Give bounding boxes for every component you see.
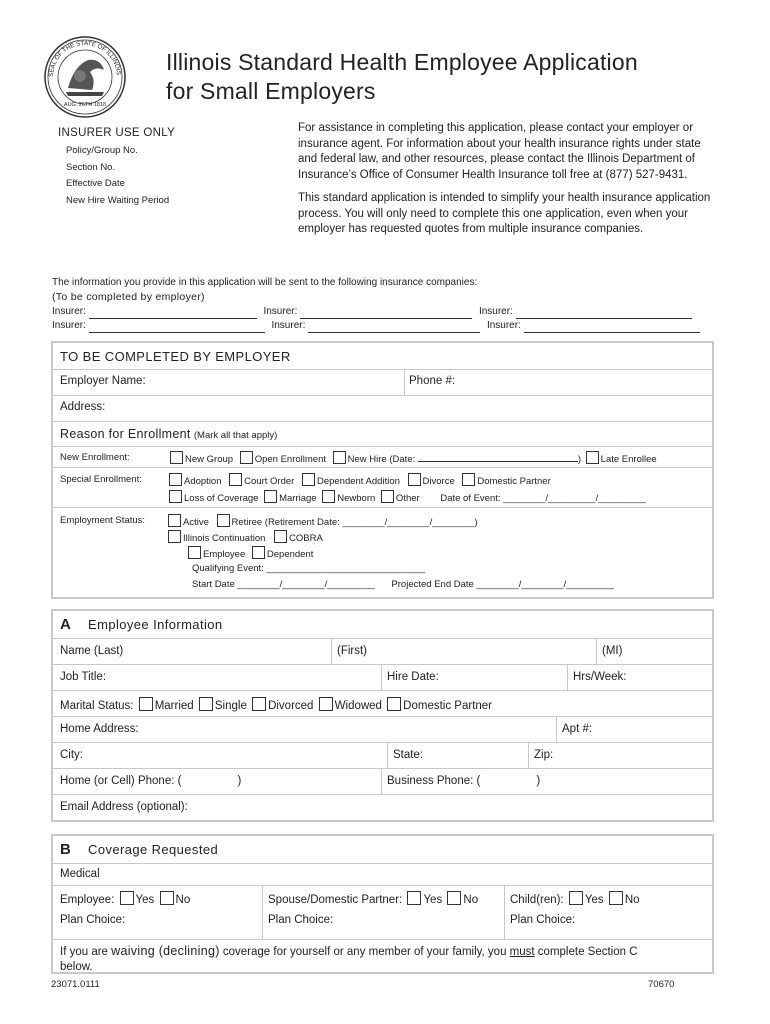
- section-no-label: Section No.: [66, 161, 116, 173]
- domestic-partner-checkbox[interactable]: [462, 473, 475, 486]
- open-enrollment-label: Open Enrollment: [254, 454, 326, 465]
- section-b-coverage-requested: [51, 834, 714, 974]
- employment-status-label: Employment Status:: [60, 515, 146, 526]
- cobra-label: COBRA: [289, 533, 323, 544]
- assistance-paragraph-2: This standard application is intended to simplify your health insurance application process. You will only need to complete this one application, even when your employer has requested quotes from multiple insurance companies.: [298, 192, 711, 235]
- title-line-2: for Small Employers: [166, 78, 376, 104]
- start-date-row: [192, 579, 614, 590]
- employer-phone-label: Phone #:: [409, 375, 456, 387]
- employee-checkbox[interactable]: [188, 546, 201, 559]
- children-coverage-row: [510, 891, 640, 906]
- home-phone-close: ): [237, 775, 242, 787]
- insurer-label: Insurer:: [271, 320, 306, 331]
- info-line-2: (To be completed by employer): [52, 291, 205, 303]
- retiree-checkbox[interactable]: [217, 514, 230, 527]
- divorced-checkbox[interactable]: [252, 697, 266, 711]
- footer-code: 70670: [648, 979, 675, 990]
- loss-of-coverage-label: Loss of Coverage: [184, 493, 259, 504]
- illinois-state-seal-icon: [44, 36, 126, 118]
- section-a-employee-information: [51, 609, 714, 822]
- children-no-checkbox[interactable]: [609, 891, 623, 905]
- name-last-label: Name (Last): [60, 645, 124, 657]
- new-enrollment-options: [168, 451, 657, 465]
- children-coverage-label: Child(ren):: [510, 894, 564, 906]
- late-enrollee-label: Late Enrollee: [600, 454, 657, 465]
- new-hire-close: ): [577, 454, 582, 465]
- title-line-1: Illinois Standard Health Employee Application: [166, 49, 638, 75]
- section-a-letter: A: [60, 616, 71, 633]
- employment-status-row-3: [186, 546, 313, 560]
- reason-label: Reason for Enrollment: [60, 427, 191, 441]
- special-enrollment-row-1: [167, 473, 551, 487]
- name-first-label: (First): [337, 645, 368, 657]
- dependent-addition-checkbox[interactable]: [302, 473, 315, 486]
- insurer-use-block: [58, 127, 175, 209]
- zip-label: Zip:: [534, 749, 554, 761]
- court-order-label: Court Order: [244, 476, 295, 487]
- newborn-checkbox[interactable]: [322, 490, 335, 503]
- new-enrollment-label: New Enrollment:: [60, 452, 130, 463]
- retiree-label[interactable]: Retiree (Retirement Date: ________/________/________): [231, 517, 478, 528]
- children-yes-label: Yes: [584, 894, 604, 906]
- waiting-period-label: New Hire Waiting Period: [66, 194, 170, 206]
- domestic-partner-label: Domestic Partner: [403, 700, 493, 712]
- children-plan-choice[interactable]: Plan Choice:: [510, 914, 576, 926]
- spouse-plan-choice[interactable]: Plan Choice:: [268, 914, 334, 926]
- home-address-label: Home Address:: [60, 723, 139, 735]
- effective-date-label: Effective Date: [66, 178, 125, 189]
- spouse-yes-label: Yes: [423, 894, 443, 906]
- active-label: Active: [183, 517, 209, 528]
- dependent-checkbox[interactable]: [252, 546, 265, 559]
- marriage-label: Marriage: [279, 493, 317, 504]
- insurer-input[interactable]: [300, 308, 472, 319]
- employer-name-label: Employer Name:: [60, 375, 146, 387]
- employer-section: [51, 341, 714, 599]
- employee-plan-choice[interactable]: Plan Choice:: [60, 914, 126, 926]
- assistance-paragraph-1: For assistance in completing this application, please contact your employer or insurance agent. For information about your health insurance rights under state and federal law, and other resources, please contact the Illinois Department of Insurance’s Office of Consumer Health Insurance toll free at (877) 527-9431.: [298, 122, 701, 181]
- spouse-coverage-label: Spouse/Domestic Partner:: [268, 894, 403, 906]
- start-date[interactable]: Start Date ________/________/_________: [192, 579, 375, 590]
- job-title-label: Job Title:: [60, 671, 107, 683]
- business-phone-label: Business Phone: (: [387, 775, 481, 787]
- employee-yes-label: Yes: [135, 894, 155, 906]
- new-hire-date-input[interactable]: [418, 452, 578, 462]
- insurer-use-heading: INSURER USE ONLY: [58, 127, 176, 139]
- employee-coverage-row: [60, 891, 190, 906]
- new-group-checkbox[interactable]: [170, 451, 183, 464]
- divorce-checkbox[interactable]: [408, 473, 421, 486]
- widowed-label: Widowed: [334, 700, 382, 712]
- section-b-header: [60, 841, 218, 858]
- insurer-label: Insurer:: [478, 306, 513, 317]
- section-b-letter: B: [60, 841, 71, 858]
- late-enrollee-checkbox[interactable]: [586, 451, 599, 464]
- employment-status-row-2: [166, 530, 323, 544]
- waive-text-mid: coverage for yourself or any member of your family, you: [222, 946, 507, 958]
- illinois-continuation-checkbox[interactable]: [168, 530, 181, 543]
- widowed-checkbox[interactable]: [319, 697, 333, 711]
- special-enrollment-row-2: [167, 490, 646, 504]
- waiving-notice: [60, 944, 700, 975]
- spouse-no-checkbox[interactable]: [447, 891, 461, 905]
- domestic-partner-label: Domestic Partner: [477, 476, 551, 487]
- active-checkbox[interactable]: [168, 514, 181, 527]
- section-b-heading: Coverage Requested: [88, 842, 219, 857]
- married-checkbox[interactable]: [139, 697, 153, 711]
- name-mi-label: (MI): [602, 645, 623, 657]
- page-title: [166, 48, 638, 106]
- medical-label: Medical: [60, 868, 100, 880]
- assistance-text: [298, 121, 718, 246]
- state-label: State:: [393, 749, 424, 761]
- children-no-label: No: [624, 894, 640, 906]
- hire-date-label: Hire Date:: [387, 671, 439, 683]
- spouse-no-label: No: [463, 894, 479, 906]
- adoption-checkbox[interactable]: [169, 473, 182, 486]
- dependent-addition-label: Dependent Addition: [316, 476, 400, 487]
- section-a-heading: Employee Information: [88, 617, 223, 632]
- insurer-input[interactable]: [89, 322, 265, 333]
- apt-label: Apt #:: [562, 723, 593, 735]
- insurer-info: [52, 276, 477, 304]
- other-checkbox[interactable]: [381, 490, 394, 503]
- reason-note: (Mark all that apply): [193, 430, 278, 441]
- state-seal: [44, 36, 126, 118]
- open-enrollment-checkbox[interactable]: [240, 451, 253, 464]
- insurer-input[interactable]: [89, 308, 257, 319]
- date-of-event[interactable]: Date of Event: ________/_________/_________: [440, 493, 646, 504]
- employer-heading: TO BE COMPLETED BY EMPLOYER: [60, 349, 291, 364]
- employee-coverage-label: Employee:: [60, 894, 115, 906]
- business-phone-close: ): [536, 775, 541, 787]
- children-yes-checkbox[interactable]: [569, 891, 583, 905]
- adoption-label: Adoption: [184, 476, 222, 487]
- waive-text-bold: waiving (declining): [111, 944, 220, 958]
- marital-status-label: Marital Status:: [60, 700, 134, 712]
- waive-text-pre: If you are: [60, 946, 108, 958]
- illinois-continuation-label: Illinois Continuation: [183, 533, 266, 544]
- new-hire-checkbox[interactable]: [333, 451, 346, 464]
- email-label: Email Address (optional):: [60, 801, 188, 813]
- special-enrollment-label: Special Enrollment:: [60, 474, 142, 485]
- insurer-input[interactable]: [516, 308, 692, 319]
- city-label: City:: [60, 749, 83, 761]
- hrs-week-label: Hrs/Week:: [573, 671, 627, 683]
- business-phone-row: [387, 775, 540, 787]
- waive-text-end: below.: [60, 961, 93, 973]
- qualifying-event[interactable]: Qualifying Event: ______________________________: [192, 563, 425, 574]
- employer-address-label: Address:: [60, 401, 106, 413]
- divorce-label: Divorce: [422, 476, 455, 487]
- loss-of-coverage-checkbox[interactable]: [169, 490, 182, 503]
- home-phone-row: [60, 775, 241, 787]
- employee-label: Employee: [203, 549, 246, 560]
- home-phone-label: Home (or Cell) Phone: (: [60, 775, 182, 787]
- domestic-partner-checkbox[interactable]: [387, 697, 401, 711]
- waive-text-must: must: [509, 946, 535, 958]
- projected-end-date[interactable]: Projected End Date ________/________/_________: [391, 579, 614, 590]
- info-line-1: The information you provide in this application will be sent to the following insurance companies:: [52, 277, 478, 288]
- marriage-checkbox[interactable]: [264, 490, 277, 503]
- employee-yes-checkbox[interactable]: [120, 891, 134, 905]
- reason-for-enrollment: [60, 427, 277, 441]
- newborn-label: Newborn: [337, 493, 376, 504]
- footer-form-number: 23071.0111: [51, 979, 100, 990]
- insurer-label: Insurer:: [486, 320, 521, 331]
- insurer-label: Insurer:: [52, 320, 86, 331]
- insurer-input[interactable]: [308, 322, 480, 333]
- employee-no-label: No: [175, 894, 191, 906]
- other-label: Other: [395, 493, 420, 504]
- cobra-checkbox[interactable]: [274, 530, 287, 543]
- new-hire-label: New Hire (Date:: [347, 454, 416, 465]
- waive-text-post: complete Section C: [537, 946, 638, 958]
- insurer-label: Insurer:: [263, 306, 298, 317]
- court-order-checkbox[interactable]: [229, 473, 242, 486]
- spouse-yes-checkbox[interactable]: [407, 891, 421, 905]
- single-checkbox[interactable]: [199, 697, 213, 711]
- insurer-label: Insurer:: [52, 306, 86, 317]
- seal-date: AUG. 26TH 1818: [63, 102, 107, 108]
- seal-ring-text: SEAL OF THE STATE OF ILLINOIS: [47, 39, 122, 78]
- insurer-input[interactable]: [524, 322, 700, 333]
- employee-no-checkbox[interactable]: [160, 891, 174, 905]
- new-group-label: New Group: [185, 454, 234, 465]
- spouse-coverage-row: [268, 891, 478, 906]
- insurer-row-1: [52, 305, 696, 319]
- policy-group-label: Policy/Group No.: [66, 145, 138, 156]
- divorced-label: Divorced: [268, 700, 314, 712]
- section-a-header: [60, 616, 223, 633]
- dependent-label: Dependent: [266, 549, 314, 560]
- married-label: Married: [154, 700, 194, 712]
- insurer-row-2: [52, 319, 704, 333]
- single-label: Single: [214, 700, 247, 712]
- marital-status-row: [60, 697, 492, 712]
- employment-status-row-1: [166, 514, 478, 528]
